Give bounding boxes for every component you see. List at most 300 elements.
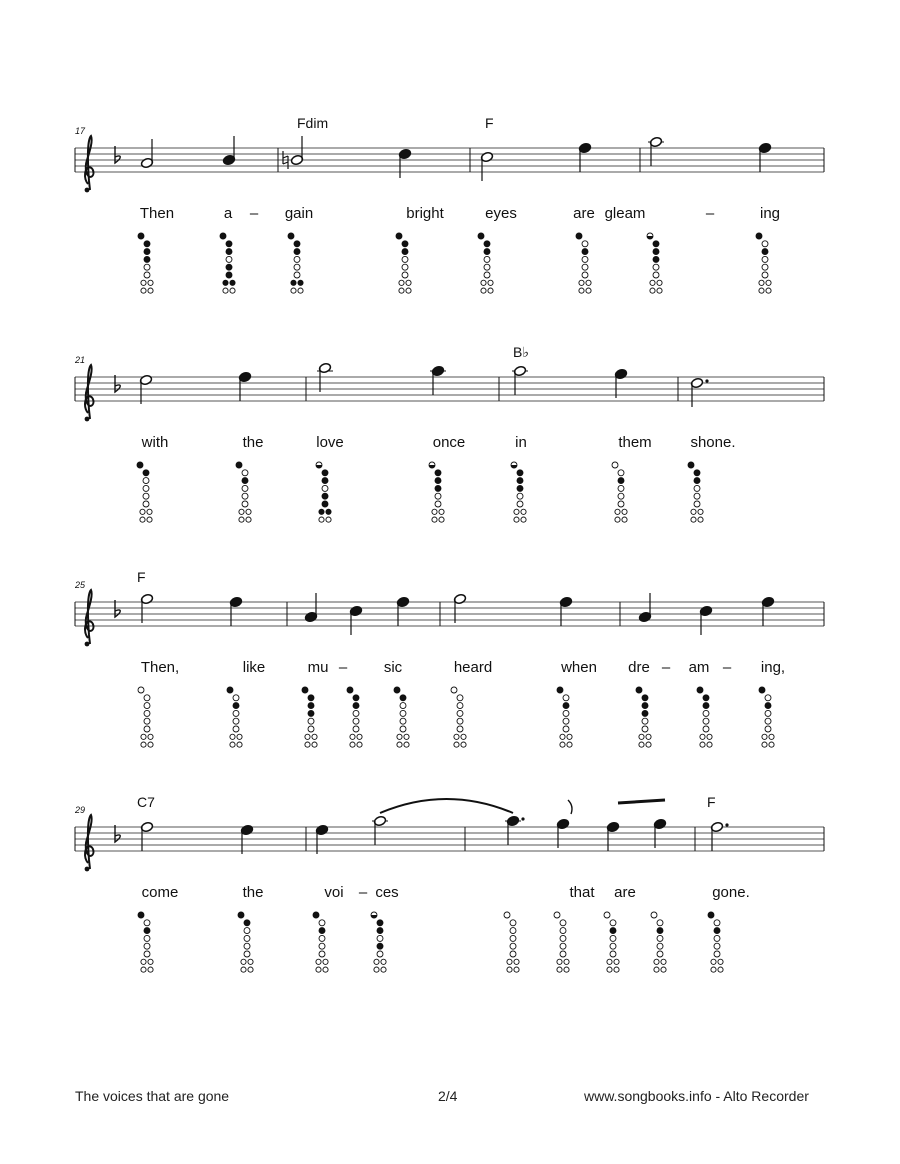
fingering-hole [143,478,149,484]
recorder-fingering-chart [429,462,444,522]
recorder-fingering-chart [138,912,153,972]
fingering-hole [138,233,144,239]
fingering-hole [714,951,720,957]
fingering-hole [406,288,411,293]
fingering-hole [576,233,582,239]
fingering-hole [319,920,325,926]
fingering-hole [639,734,644,739]
fingering-hole [138,687,144,693]
recorder-fingering-chart [708,912,723,972]
fingering-hole [241,967,246,972]
footer-page-number: 2/4 [438,1088,458,1104]
lyric-syllable: heard [453,659,493,676]
measure-number: 25 [75,580,86,590]
fingering-hole [294,249,300,255]
fingering-hole [614,967,619,972]
fingering-hole [639,742,644,747]
fingering-hole [488,280,493,285]
fingering-hole [147,517,152,522]
lyric-syllable: the [242,434,264,451]
fingering-hole [697,687,703,693]
fingering-hole [404,734,409,739]
fingering-hole [397,742,402,747]
fingering-hole [457,726,463,732]
lyric-syllable: once [432,434,466,451]
fingering-hole [244,928,250,934]
recorder-fingering-chart [288,233,303,293]
fingering-hole [567,734,572,739]
fingering-hole [521,509,526,514]
fingering-hole [226,272,232,278]
fingering-hole [402,249,408,255]
treble-clef-icon [85,590,94,646]
fingering-hole [308,695,314,701]
fingering-hole [308,718,314,724]
fingering-hole [703,710,709,716]
fingering-hole [563,726,569,732]
fingering-hole [323,967,328,972]
fingering-hole [137,462,143,468]
fingering-hole [239,517,244,522]
fingering-hole [694,501,700,507]
fingering-hole [353,718,359,724]
fingering-hole [461,742,466,747]
note [140,821,153,851]
lyric-syllable: come [141,884,179,901]
fingering-hole [435,485,441,491]
fingering-hole [147,509,152,514]
fingering-hole [560,920,566,926]
fingering-hole [582,241,588,247]
fingering-hole [560,742,565,747]
lyric-syllable: are [573,205,595,222]
lyric-syllable: are [614,884,636,901]
fingering-hole [766,288,771,293]
slur [380,799,513,813]
fingering-hole [650,280,655,285]
fingering-hole [144,710,150,716]
measure-number: 21 [75,355,86,365]
recorder-fingering-chart [647,233,662,293]
fingering-hole [560,951,566,957]
fingering-hole [610,943,616,949]
note [430,365,446,395]
fingering-hole [435,493,441,499]
fingering-hole [246,509,251,514]
fingering-hole [510,920,516,926]
fingering-hole [582,249,588,255]
fingering-hole [610,920,616,926]
fingering-hole [557,959,562,964]
lyric-syllable: mu [307,659,329,676]
fingering-hole [507,959,512,964]
fingering-hole [622,517,627,522]
fingering-hole [457,695,463,701]
fingering-hole [698,517,703,522]
fingering-hole [143,493,149,499]
lyric-syllable: bright [406,205,444,222]
fingering-hole [615,517,620,522]
fingering-hole [517,493,523,499]
fingering-hole [400,703,406,709]
fingering-hole [233,695,239,701]
lyric-syllable: – [249,205,259,222]
chord-symbol: C7 [137,794,155,810]
fingering-hole [517,501,523,507]
fingering-hole [435,478,441,484]
fingering-hole [242,493,248,499]
fingering-hole [226,256,232,262]
recorder-fingering-chart [238,912,253,972]
fingering-hole [563,718,569,724]
fingering-hole [510,943,516,949]
fingering-hole [642,703,648,709]
recorder-fingering-chart [394,687,409,747]
fingering-hole [694,485,700,491]
recorder-fingering-chart [138,233,153,293]
chord-symbol: B♭ [513,344,529,360]
fingering-hole [454,742,459,747]
note [283,136,304,169]
fingering-hole [718,959,723,964]
fingering-hole [244,951,250,957]
lyric-syllable: the [242,884,264,901]
fingering-hole [399,280,404,285]
fingering-hole [233,726,239,732]
dot [521,817,524,820]
fingering-hole [377,943,383,949]
fingering-hole [230,742,235,747]
fingering-hole [653,249,659,255]
fingering-hole [654,967,659,972]
fingering-hole [244,935,250,941]
fingering-hole [560,734,565,739]
fingering-hole [517,470,523,476]
recorder-fingering-chart [347,687,362,747]
fingering-hole [302,687,308,693]
fingering-hole [406,280,411,285]
fingering-hole [350,742,355,747]
fingering-hole [298,288,303,293]
fingering-hole [769,742,774,747]
recorder-fingering-chart [236,462,251,522]
fingering-hole [144,264,150,270]
fingering-hole [563,703,569,709]
fingering-hole [326,517,331,522]
chord-symbol: F [485,115,494,131]
fingering-hole [399,288,404,293]
fingering-hole [353,703,359,709]
fingering-hole [484,249,490,255]
fingering-hole [319,517,324,522]
fingering-hole [484,272,490,278]
fingering-hole [514,967,519,972]
fingering-hole [377,951,383,957]
lyric-syllable: voi [324,884,344,901]
fingering-hole [488,288,493,293]
fingering-hole [521,517,526,522]
lyric-syllable: gone. [712,884,750,901]
fingering-hole [377,928,383,934]
fingering-hole [703,726,709,732]
fingering-hole [350,734,355,739]
fingering-hole [612,462,618,468]
fingering-hole [400,726,406,732]
fingering-hole [618,501,624,507]
fingering-hole [560,935,566,941]
fingering-hole [432,509,437,514]
beam [618,800,665,803]
fingering-hole [148,967,153,972]
fingering-hole [400,718,406,724]
footer-source: www.songbooks.info - Alto Recorder [584,1088,809,1104]
fingering-hole [305,734,310,739]
fingering-hole [141,967,146,972]
lyric-syllable: in [515,434,527,451]
recorder-fingering-chart [636,687,651,747]
fingering-hole [439,517,444,522]
fingering-hole [586,288,591,293]
fingering-hole [714,935,720,941]
fingering-hole [220,233,226,239]
fingering-hole [657,920,663,926]
fingering-hole [582,272,588,278]
fingering-hole [510,951,516,957]
lyric-syllable: ing [759,205,781,222]
lyric-syllable: gleam [604,205,646,222]
recorder-fingering-chart [478,233,493,293]
recorder-fingering-chart [759,687,774,747]
fingering-hole [230,288,235,293]
lyric-syllable: shone. [690,434,736,451]
fingering-hole [239,509,244,514]
fingering-hole [762,249,768,255]
fingering-hole [607,967,612,972]
fingering-hole [514,509,519,514]
fingering-hole [313,912,319,918]
fingering-hole [141,734,146,739]
fingering-hole [140,517,145,522]
fingering-hole [610,928,616,934]
fingering-hole [560,943,566,949]
fingering-hole [294,256,300,262]
note [758,142,771,172]
fingering-hole [514,517,519,522]
fingering-hole [322,493,328,499]
recorder-fingering-chart [604,912,619,972]
note [229,596,242,626]
fingering-hole [657,935,663,941]
fingering-hole [144,920,150,926]
fingering-hole [454,734,459,739]
note [578,142,591,172]
fingering-hole [377,935,383,941]
fingering-hole [144,272,150,278]
fingering-hole [394,687,400,693]
note [372,815,388,845]
fingering-hole [294,272,300,278]
fingering-hole [610,935,616,941]
fingering-hole [564,959,569,964]
fingering-hole [322,470,328,476]
recorder-fingering-chart [138,687,153,747]
fingering-hole [402,241,408,247]
lyric-syllable: Then [139,205,175,222]
fingering-hole [484,256,490,262]
fingering-hole [653,272,659,278]
fingering-hole [143,470,149,476]
fingering-hole [319,951,325,957]
fingering-hole [557,967,562,972]
fingering-hole [510,928,516,934]
fingering-hole [226,264,232,270]
fingering-hole [319,928,325,934]
fingering-hole [610,951,616,957]
fingering-hole [653,256,659,262]
lyric-syllable: am [688,659,710,676]
recorder-fingering-chart [227,687,242,747]
fingering-hole [579,288,584,293]
fingering-hole [326,509,331,514]
fingering-hole [244,920,250,926]
note [222,136,235,166]
fingering-hole [435,470,441,476]
fingering-hole [288,233,294,239]
lyric-syllable: – [661,659,671,676]
fingering-hole [305,742,310,747]
fingering-hole [651,912,657,918]
lyric-syllable: – [338,659,348,676]
fingering-hole [582,256,588,262]
fingering-hole [402,272,408,278]
fingering-hole [144,943,150,949]
fingering-hole [762,241,768,247]
fingering-hole [707,742,712,747]
fingering-hole [140,509,145,514]
fingering-hole [242,478,248,484]
fingering-hole [138,912,144,918]
fingering-hole [642,726,648,732]
fingering-hole [233,710,239,716]
fingering-hole [564,967,569,972]
fingering-hole [718,967,723,972]
fingering-hole [618,470,624,476]
fingering-hole [143,485,149,491]
recorder-fingering-chart [316,462,331,522]
fingering-hole [484,241,490,247]
fingering-hole [582,264,588,270]
lyric-syllable: with [141,434,169,451]
fingering-hole [657,951,663,957]
recorder-fingering-chart [651,912,666,972]
fingering-hole [711,959,716,964]
fingering-hole [714,943,720,949]
fingering-hole [478,233,484,239]
fingering-hole [557,687,563,693]
lyric-syllable: like [242,659,266,676]
fingering-hole [148,742,153,747]
fingering-hole [294,264,300,270]
fingering-hole [402,264,408,270]
fingering-hole [765,703,771,709]
fingering-hole [246,517,251,522]
fingering-hole [148,959,153,964]
fingering-hole [353,710,359,716]
lyric-syllable: love [316,434,344,451]
fingering-hole [400,695,406,701]
note [396,596,409,626]
recorder-fingering-chart [313,912,328,972]
fingering-hole [708,912,714,918]
fingering-hole [700,734,705,739]
fingering-hole [141,959,146,964]
fingering-hole [703,718,709,724]
lyric-syllable: ces [375,884,399,901]
fingering-hole [642,695,648,701]
fingering-hole [396,233,402,239]
chord-symbol: F [707,794,716,810]
treble-clef-icon [85,136,94,192]
fingering-hole [604,912,610,918]
fingering-hole [759,288,764,293]
fingering-hole [657,928,663,934]
recorder-fingering-chart [511,462,526,522]
fingering-hole [141,280,146,285]
fingering-hole [759,280,764,285]
fingering-hole [765,726,771,732]
fingering-hole [233,703,239,709]
fingering-hole [226,241,232,247]
fingering-hole [517,485,523,491]
note [648,136,664,166]
fingering-hole [439,509,444,514]
fingering-hole [756,233,762,239]
fingering-hole [353,726,359,732]
fingering-hole [141,742,146,747]
fingering-hole [322,478,328,484]
fingering-hole [622,509,627,514]
fingering-hole [148,734,153,739]
lyric-syllable: ing, [760,659,786,676]
fingering-hole [144,718,150,724]
fingering-hole [148,280,153,285]
fingering-hole [688,462,694,468]
fingering-hole [691,509,696,514]
fingering-hole [769,734,774,739]
fingering-hole [694,470,700,476]
fingering-hole [144,703,150,709]
fingering-hole [694,493,700,499]
fingering-hole [762,734,767,739]
fingering-hole [642,710,648,716]
fingering-hole [227,687,233,693]
dot [705,379,708,382]
fingering-hole [762,264,768,270]
recorder-fingering-chart [612,462,627,522]
recorder-fingering-chart [302,687,317,747]
fingering-hole [144,935,150,941]
fingering-hole [248,967,253,972]
fingering-hole [316,967,321,972]
fingering-hole [646,742,651,747]
fingering-hole [144,928,150,934]
note [710,821,728,851]
fingering-hole [657,280,662,285]
fingering-hole [765,710,771,716]
fingering-hole [510,935,516,941]
fingering-hole [242,485,248,491]
lyric-syllable: dre [628,659,650,676]
